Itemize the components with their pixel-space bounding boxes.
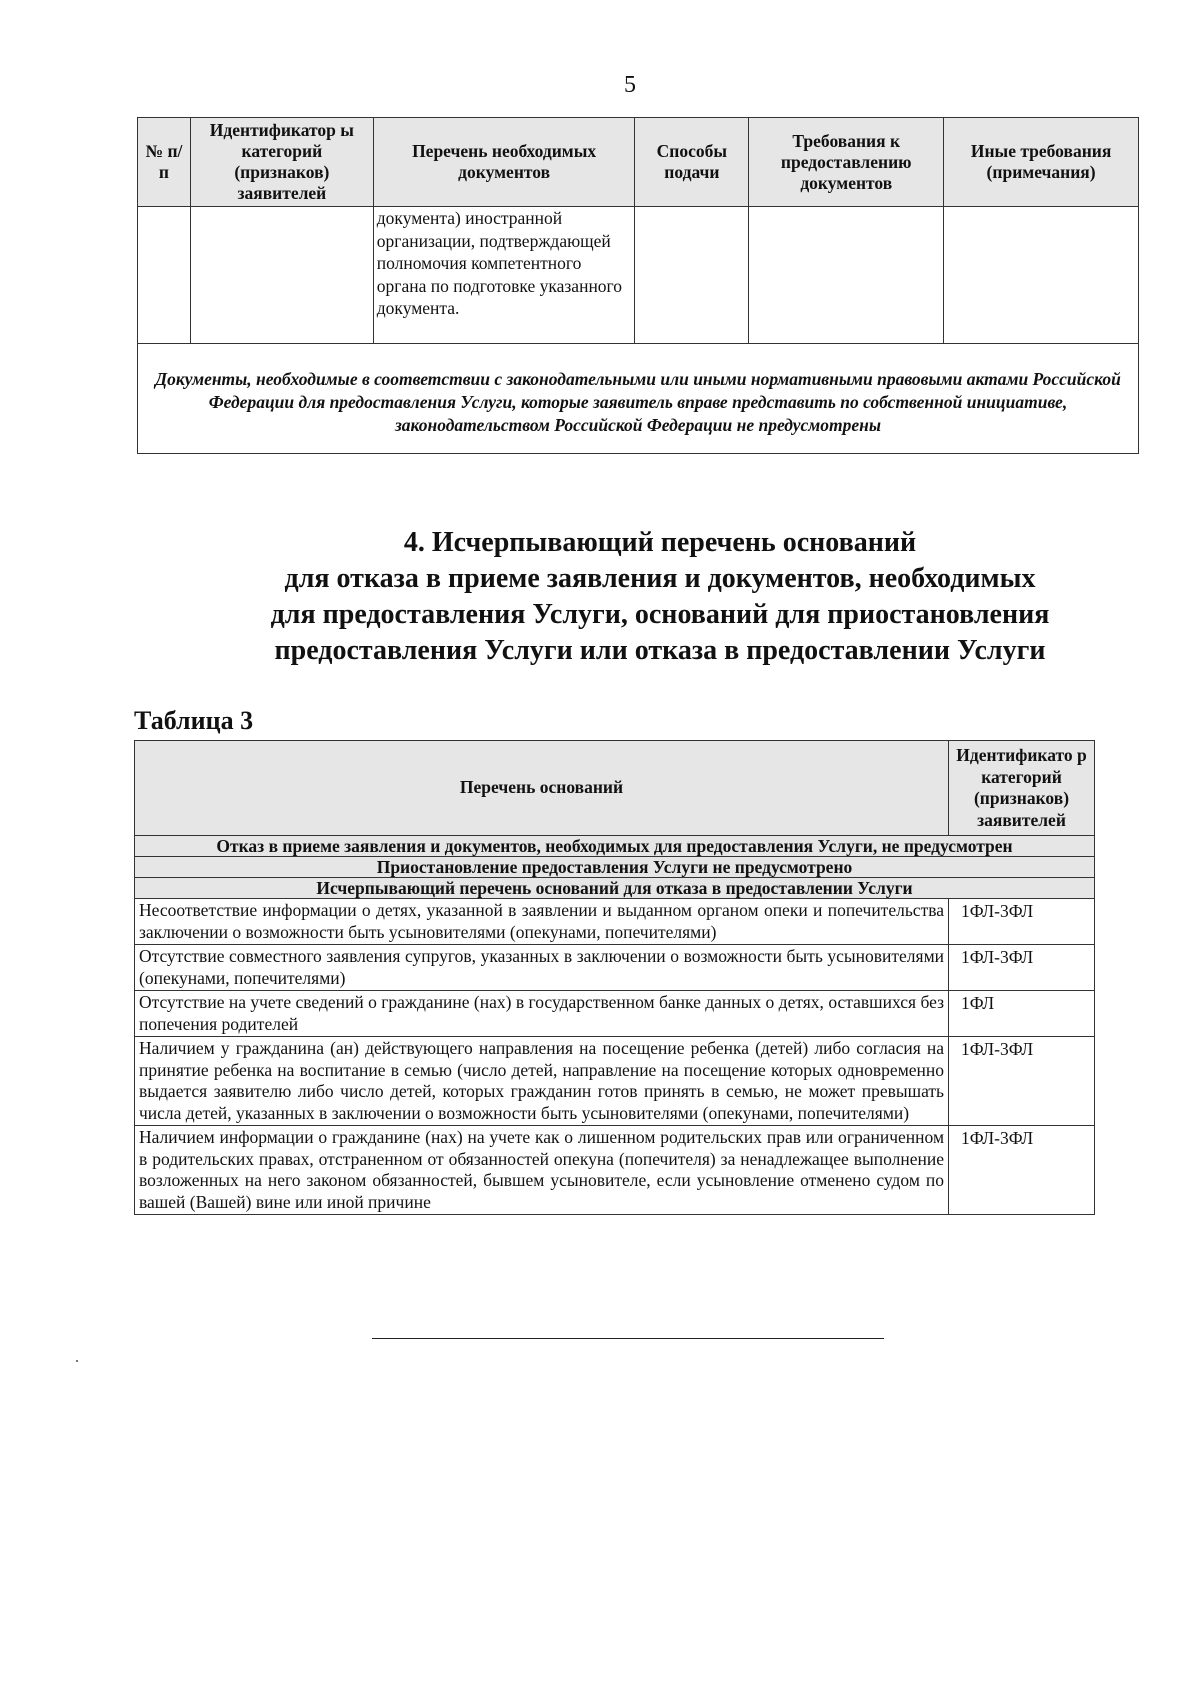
- reason-cell: Наличием информации о гражданине (нах) на учете как о лишенном родительских прав или ограниченном в родительских правах, отстраненном от обязанностей опекуна (попечителя) за ненадлежащее выполнение возложенных на него законом обязанностей, бывшем усыновителе, если усыновление отменено судом по вашей (Вашей) вине или иной причине: [135, 1126, 949, 1215]
- code-cell: 1ФЛ-3ФЛ: [949, 1126, 1095, 1215]
- section-heading: [0, 525, 1200, 669]
- header-document-requirements: Требования к предоставлению документов: [749, 118, 944, 207]
- reason-cell: Несоответствие информации о детях, указанной в заявлении и выданном органом опеки и попечительства заключении о возможности быть усыновителями (опекунами, попечителями): [135, 899, 949, 945]
- page-number: 5: [624, 72, 636, 98]
- table-row: [138, 207, 1139, 344]
- section-heading-line-4: предоставления Услуги или отказа в предоставлении Услуги: [274, 635, 1046, 666]
- code-cell: 1ФЛ: [949, 991, 1095, 1037]
- group-row: [135, 878, 1095, 899]
- section-heading-line-2: для отказа в приеме заявления и документов, необходимых: [284, 563, 1036, 594]
- section-heading-line-3: для предоставления Услуги, оснований для приостановления: [270, 599, 1050, 630]
- table-header-row: [135, 741, 1095, 836]
- table-caption: Таблица 3: [134, 706, 254, 735]
- header-applicant-ids: Идентификатор ы категорий (признаков) заявителей: [190, 118, 373, 207]
- header-submission-methods: Способы подачи: [635, 118, 749, 207]
- table-row: [135, 945, 1095, 991]
- cell-document-requirements: [749, 207, 944, 344]
- documents-table: [137, 117, 1139, 454]
- cell-number: [138, 207, 191, 344]
- end-divider: [372, 1338, 884, 1339]
- reason-cell: Отсутствие на учете сведений о гражданине (нах) в государственном банке данных о детях, оставшихся без попечения родителей: [135, 991, 949, 1037]
- code-cell: 1ФЛ-3ФЛ: [949, 945, 1095, 991]
- header-other-requirements: Иные требования (примечания): [944, 118, 1139, 207]
- group-row: [135, 836, 1095, 857]
- documents-note: Документы, необходимые в соответствии с законодательными или иными нормативными правовыми актами Российской Федерации для предоставления Услуги, которые заявитель вправе представить по собственной инициативе, законодательством Российской Федерации не предусмотрены: [138, 344, 1139, 454]
- table-row: [135, 991, 1095, 1037]
- table-row: [135, 1037, 1095, 1126]
- code-cell: 1ФЛ-3ФЛ: [949, 1037, 1095, 1126]
- header-required-documents: Перечень необходимых документов: [373, 118, 635, 207]
- refusal-grounds-table: [134, 740, 1095, 1215]
- cell-applicant-ids: [190, 207, 373, 344]
- header-applicant-ids: Идентификато р категорий (признаков) заявителей: [949, 741, 1095, 836]
- group-suspension: Приостановление предоставления Услуги не предусмотрено: [135, 857, 1095, 878]
- table-note-row: [138, 344, 1139, 454]
- group-row: [135, 857, 1095, 878]
- header-number: № п/ п: [138, 118, 191, 207]
- code-cell: 1ФЛ-3ФЛ: [949, 899, 1095, 945]
- group-refusal-grounds: Исчерпывающий перечень оснований для отказа в предоставлении Услуги: [135, 878, 1095, 899]
- section-number: 4.: [403, 527, 425, 558]
- cell-document-continuation: документа) иностранной организации, подтверждающей полномочия компетентного органа по подготовке указанного документа.: [373, 207, 635, 344]
- group-refusal-acceptance: Отказ в приеме заявления и документов, необходимых для предоставления Услуги, не предусмотрен: [135, 836, 1095, 857]
- cell-submission-methods: [635, 207, 749, 344]
- table-row: [135, 1126, 1095, 1215]
- reason-cell: Отсутствие совместного заявления супругов, указанных в заключении о возможности быть усыновителями (опекунами, попечителями): [135, 945, 949, 991]
- table-row: [135, 899, 1095, 945]
- header-grounds-list: Перечень оснований: [135, 741, 949, 836]
- cell-other-requirements: [944, 207, 1139, 344]
- section-heading-line-1: 4. Исчерпывающий перечень оснований: [403, 527, 917, 558]
- scan-speck: [76, 1360, 78, 1362]
- reason-cell: Наличием у гражданина (ан) действующего направления на посещение ребенка (детей) либо согласия на принятие ребенка на воспитание в семью (число детей, направление на посещение которых одновременно выдается заявителю либо число детей, которых гражданин готов принять в семью, не может превышать числа детей, указанных в заключении о возможности быть усыновителями (опекунами, попечителями): [135, 1037, 949, 1126]
- table-header-row: [138, 118, 1139, 207]
